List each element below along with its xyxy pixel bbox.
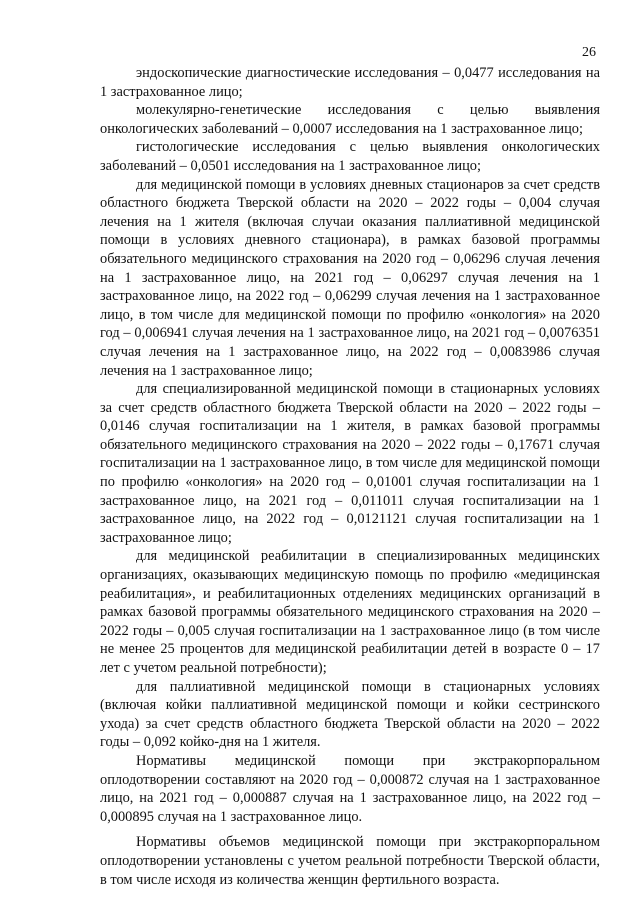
paragraph-medical-rehabilitation: для медицинской реабилитации в специализированных медицинских организациях, оказывающих медицинскую помощь по профилю «медицинская реабилитация», и реабилитационных отделениях медицинских организаций в рамках базовой программы обязательного медицинского страхования на 2020 – 2022 годы – 0,005 случая госпитализации на 1 застрахованное лицо (в том числе не менее 25 процентов для медицинской реабилитации детей в возрасте 0 – 17 лет с учетом реальной потребности);: [100, 548, 600, 676]
document-body: [100, 64, 600, 889]
paragraph-palliative-care: для паллиативной медицинской помощи в стационарных условиях (включая койки паллиативной медицинской помощи и койки сестринского ухода) за счет средств областного бюджета Тверской области на 2020 – 2022 годы – 0,092 койко-дня на 1 жителя.: [100, 678, 600, 751]
paragraph-molecular-genetic: молекулярно-генетические исследования с целью выявления онкологических заболеваний – 0,0007 исследования на 1 застрахованное лицо;: [100, 102, 600, 137]
page-number: 26: [582, 45, 596, 60]
paragraph-day-hospital: для медицинской помощи в условиях дневных стационаров за счет средств областного бюджета Тверской области на 2020 – 2022 годы – 0,004 случая лечения на 1 жителя (включая случаи оказания паллиативной медицинской помощи в условиях дневного стационара), в рамках базовой программы обязательного медицинского страхования на 2020 год – 0,06296 случая лечения на 1 застрахованное лицо, на 2021 год – 0,06297 случая лечения на 1 застрахованное лицо, на 2022 год – 0,06299 случая лечения на 1 застрахованное лицо, в том числе для медицинской помощи по профилю «онкология» на 2020 год – 0,006941 случая лечения на 1 застрахованное лицо, на 2021 год – 0,0076351 случая лечения на 1 застрахованное лицо, на 2022 год – 0,0083986 случая лечения на 1 застрахованное лицо;: [100, 176, 600, 379]
paragraph-ivf-norms: Нормативы медицинской помощи при экстракорпоральном оплодотворении составляют на 2020 год – 0,000872 случая на 1 застрахованное лицо, на 2021 год – 0,000887 случая на 1 застрахованное лицо, на 2022 год – 0,000895 случая на 1 застрахованное лицо.: [100, 752, 600, 825]
paragraph-specialized-inpatient: для специализированной медицинской помощи в стационарных условиях за счет средств областного бюджета Тверской области на 2020 – 2022 годы – 0,0146 случая госпитализации на 1 жителя, в рамках базовой программы обязательного медицинского страхования на 2020 – 2022 годы – 0,17671 случая госпитализации на 1 застрахованное лицо, в том числе для медицинской помощи по профилю «онкология» на 2020 год – 0,01001 случая госпитализации на 1 застрахованное лицо, на 2021 год – 0,011011 случая госпитализации на 1 застрахованное лицо, на 2022 год – 0,0121121 случая госпитализации на 1 застрахованное лицо;: [100, 381, 600, 546]
paragraph-endoscopic-diagnostics: эндоскопические диагностические исследования – 0,0477 исследования на 1 застрахованное лицо;: [100, 65, 600, 100]
paragraph-histological: гистологические исследования с целью выявления онкологических заболеваний – 0,0501 исследования на 1 застрахованное лицо;: [100, 139, 600, 174]
paragraph-ivf-volume-norms: Нормативы объемов медицинской помощи при экстракорпоральном оплодотворении установлены с учетом реальной потребности Тверской области, в том числе исходя из количества женщин фертильного возраста.: [100, 834, 600, 888]
